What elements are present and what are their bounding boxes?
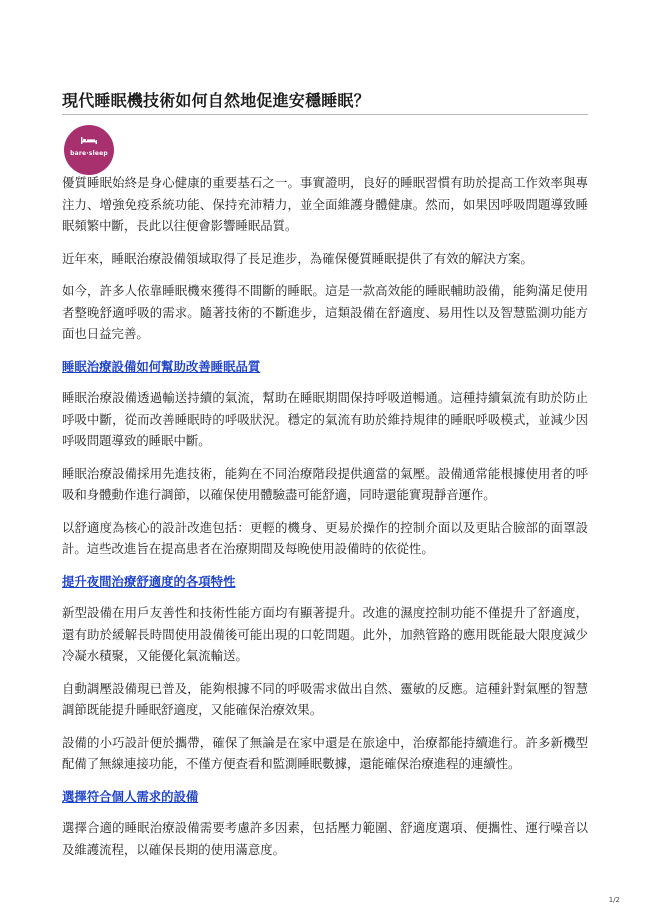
paragraph: 近年來，睡眠治療設備領域取得了長足進步，為確保優質睡眠提供了有效的解決方案。: [62, 250, 533, 266]
section-heading-link[interactable]: 選擇符合個人需求的設備: [62, 788, 199, 804]
paragraph: 新型設備在用戶友善性和技術性能方面均有顯著提升。改進的濕度控制功能不僅提升了舒適度，還有助於緩解長時間使用設備後可能出現的口乾問題。此外，加熱管路的應用既能最大限度減少冷凝水積聚，又能優化氣流輸送。: [62, 605, 588, 663]
paragraph: 以舒適度為核心的設計改進包括：更輕的機身、更易於操作的控制介面以及更貼合臉部的面罩設計。這些改進旨在提高患者在治療期間及每晚使用設備時的依從性。: [62, 519, 588, 556]
page-number: 1/2: [608, 896, 620, 904]
section-heading-link[interactable]: 提升夜間治療舒適度的各項特性: [62, 573, 236, 589]
paragraph: 選擇合適的睡眠治療設備需要考慮許多因素，包括壓力範圍、舒適度選項、便攜性、運行噪音以及維護流程，以確保長期的使用滿意度。: [62, 820, 588, 857]
article-body: [62, 172, 588, 871]
section-heading: [62, 356, 588, 378]
paragraph: 睡眠治療設備透過輸送持續的氣流，幫助在睡眠期間保持呼吸道暢通。這種持續氣流有助於防止呼吸中斷，從而改善睡眠時的呼吸狀況。穩定的氣流有助於維持規律的睡眠呼吸模式，並減少因呼吸問題導致的睡眠中斷。: [62, 390, 588, 448]
paragraph: 睡眠治療設備採用先進技術，能夠在不同治療階段提供適當的氣壓。設備通常能根據使用者的呼吸和身體動作進行調節，以確保使用體驗盡可能舒適，同時還能實現靜音運作。: [62, 465, 588, 502]
paragraph: 自動調壓設備現已普及，能夠根據不同的呼吸需求做出自然、靈敏的反應。這種針對氣壓的智慧調節既能提升睡眠舒適度，又能確保治療效果。: [62, 680, 588, 717]
section-heading-link[interactable]: 睡眠治療設備如何幫助改善睡眠品質: [62, 358, 261, 374]
section-heading: [62, 571, 588, 593]
paragraph: 設備的小巧設計便於攜帶，確保了無論是在家中還是在旅途中，治療都能持續進行。許多新機型配備了無線連接功能，不僅方便查看和監測睡眠數據，還能確保治療進程的連續性。: [62, 734, 588, 771]
bed-icon: [81, 137, 97, 144]
paragraph: 優質睡眠始終是身心健康的重要基石之一。事實證明，良好的睡眠習慣有助於提高工作效率與專注力、增強免疫系統功能、保持充沛精力，並全面維護身體健康。然而，如果因呼吸問題導致睡眠頻繁中斷，長此以往便會影響睡眠品質。: [62, 175, 588, 233]
brand-logo: [64, 125, 114, 175]
logo-wordmark: bare·sleep: [70, 150, 108, 157]
paragraph: 如今，許多人依靠睡眠機來獲得不間斷的睡眠。這是一款高效能的睡眠輔助設備，能夠滿足使用者整晚舒適呼吸的需求。隨著技術的不斷進步，這類設備在舒適度、易用性以及智慧監測功能方面也日益完善。: [62, 283, 588, 341]
section-heading: [62, 786, 588, 808]
title-divider: [62, 114, 588, 115]
page-title: 現代睡眠機技術如何自然地促進安穩睡眠？: [62, 91, 370, 110]
